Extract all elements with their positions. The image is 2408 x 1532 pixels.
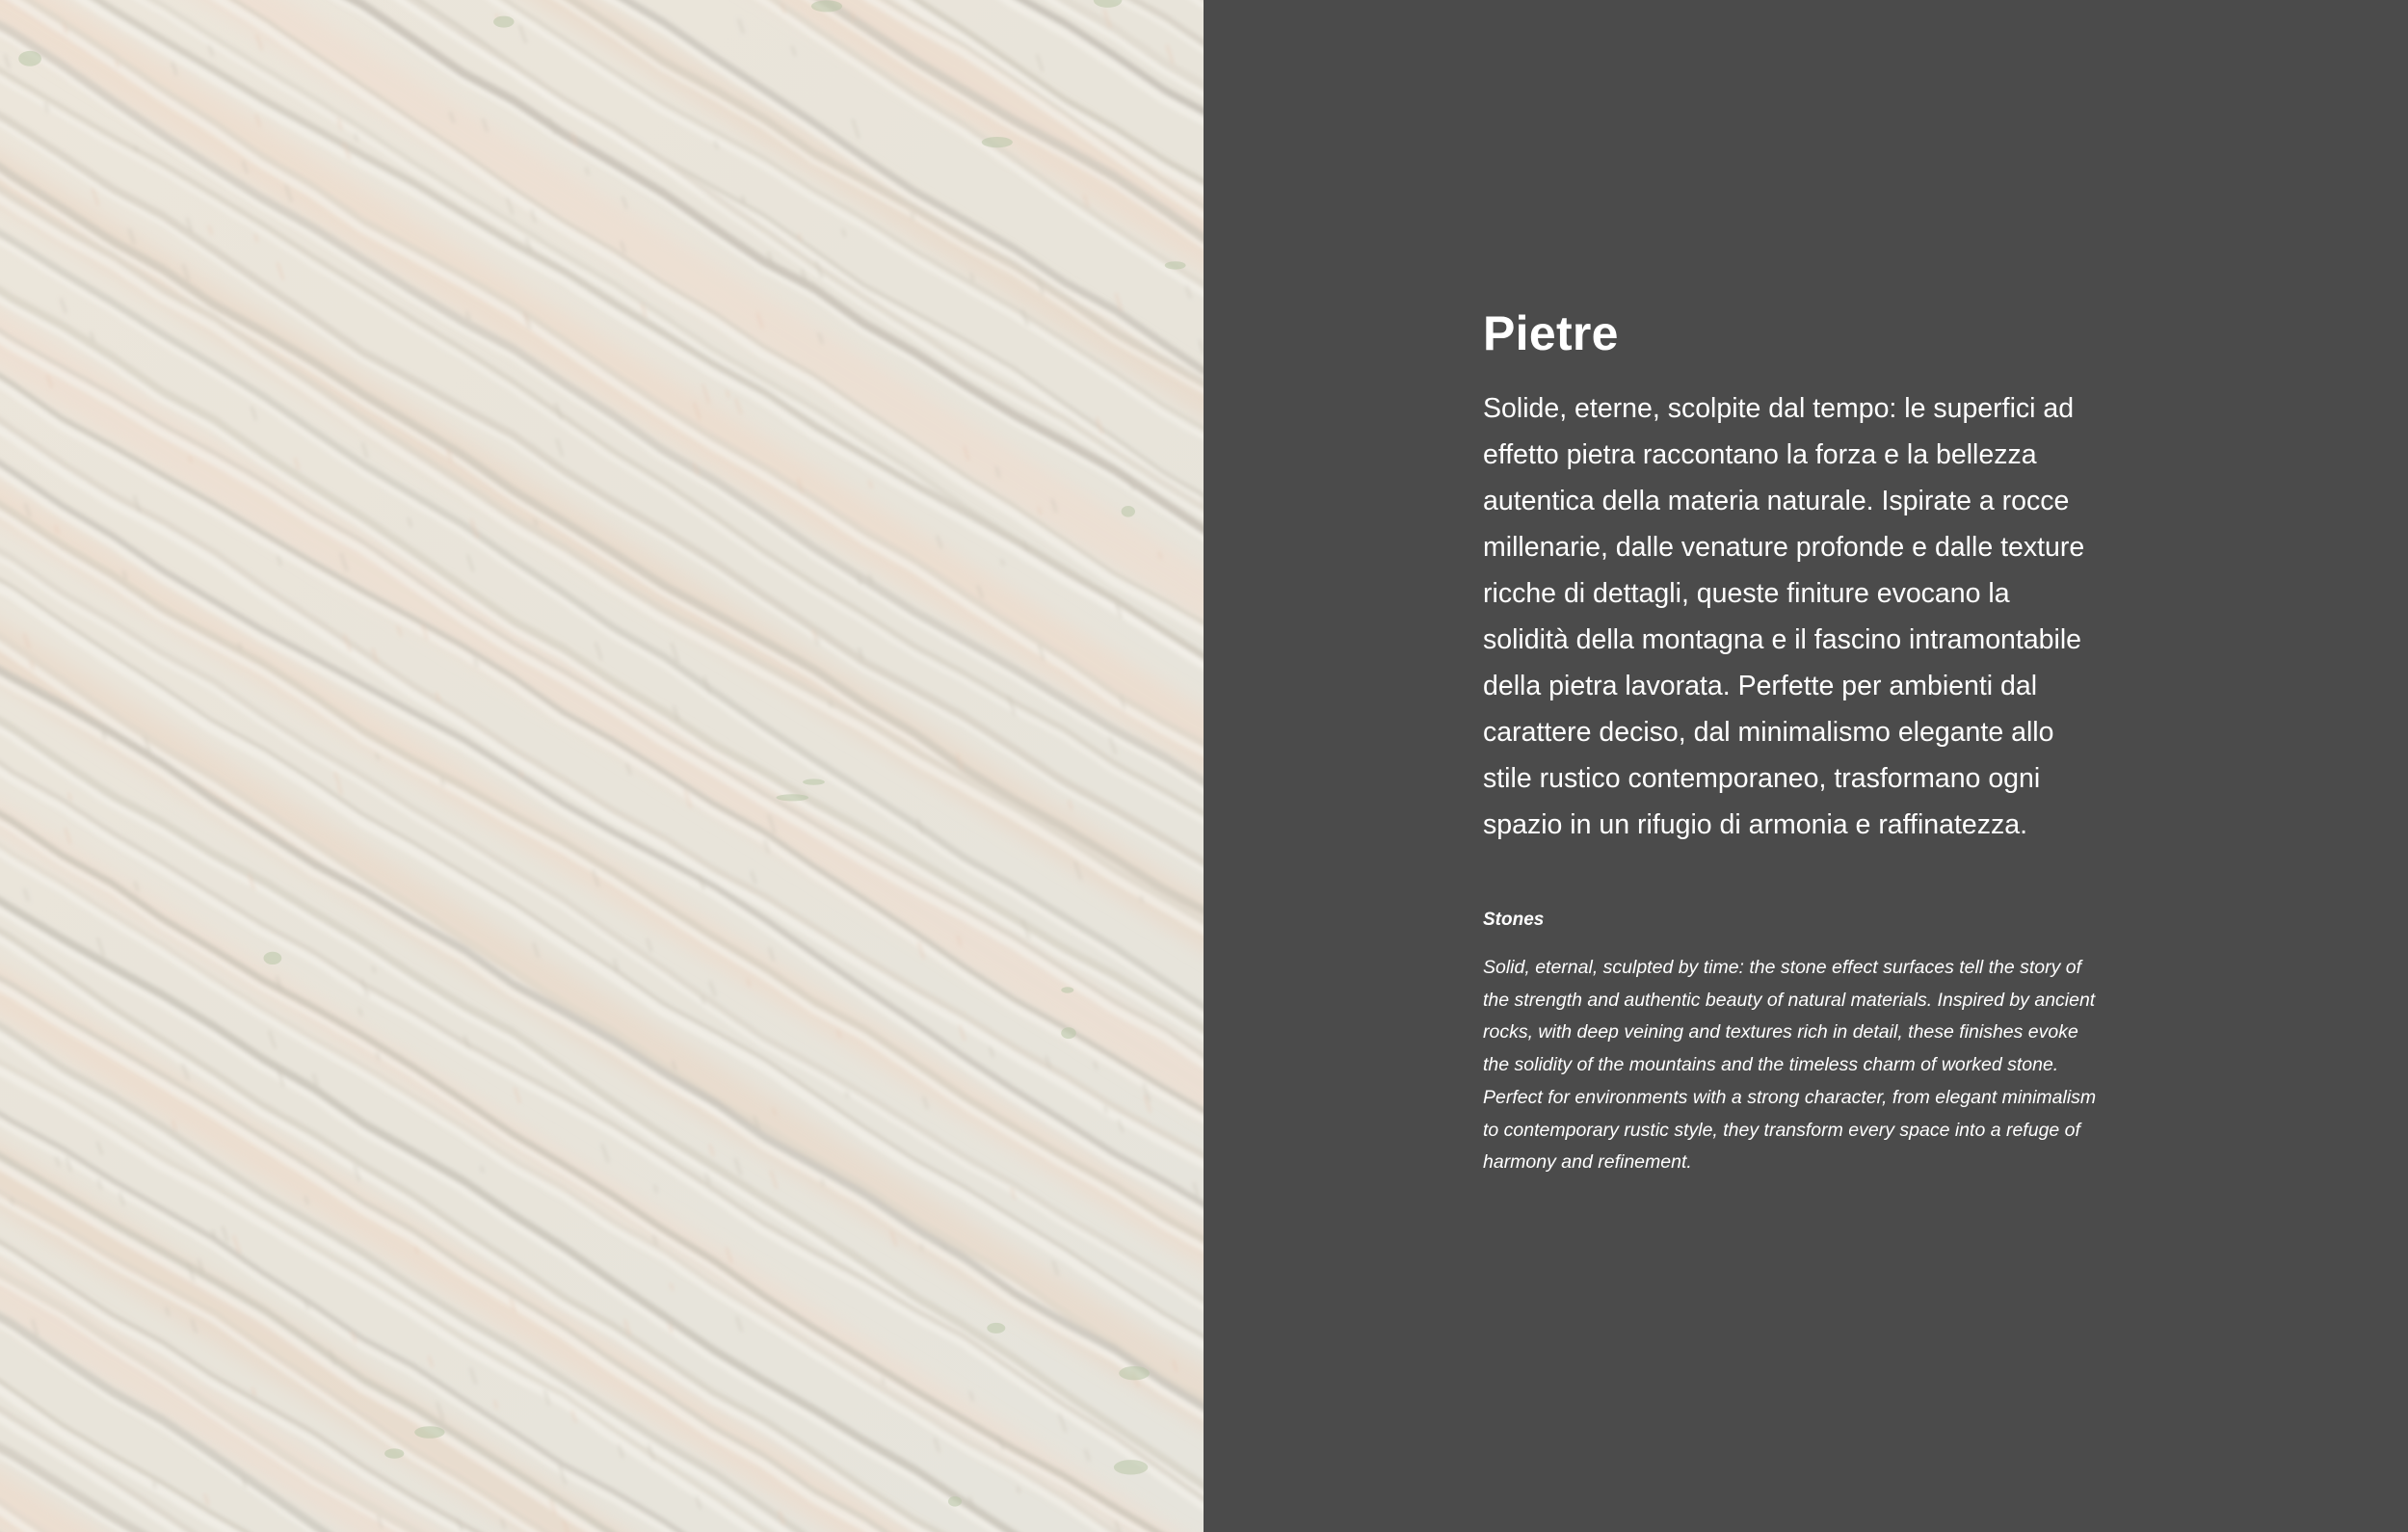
moss-spot [1165,261,1186,269]
moss-spot [987,1323,1005,1334]
moss-spot [1119,1366,1150,1380]
text-panel [1204,0,2408,1532]
moss-spot [777,794,809,801]
italian-description: Solide, eterne, scolpite dal tempo: le superfici ad effetto pietra raccontano la forza e la bellezza autentica della materia naturale. Ispirate a rocce millenarie, dalle venature profonde e dalle texture ricche di dettagli, queste finiture evocano la solidità della montagna e il fascino intramontabile della pietra lavorata. Perfette per ambienti dal carattere deciso, dal minimalismo elegante allo stile rustico contemporaneo, trasformano ogni spazio in un rifugio di armonia e raffinatezza. [1483,393,2085,840]
section-title: Pietre [1483,306,1619,360]
moss-spot [948,1496,962,1507]
moss-spot [18,51,41,66]
moss-spot [264,952,282,964]
moss-spot [1061,987,1073,992]
moss-spot [384,1448,404,1458]
english-description: Solid, eternal, sculpted by time: the stone effect surfaces tell the story of the strength and authentic beauty of natural materials. Inspired by ancient rocks, with deep veining and textures rich in detail, these finishes evoke the solidity of the mountains and the timeless charm of worked stone. Perfect for environments with a strong character, from elegant minimalism to contemporary rustic style, they transform every space into a refuge of harmony and refinement. [1483,957,2097,1174]
moss-spot [1122,506,1135,517]
moss-spot [414,1426,444,1439]
moss-spot [811,0,842,12]
section-content [1483,304,2100,1179]
moss-spot [982,137,1013,147]
moss-spot [803,779,825,784]
moss-spot [1061,1027,1076,1039]
moss-spot [493,16,514,28]
english-subtitle: Stones [1483,910,1545,930]
moss-spot [1114,1460,1148,1474]
